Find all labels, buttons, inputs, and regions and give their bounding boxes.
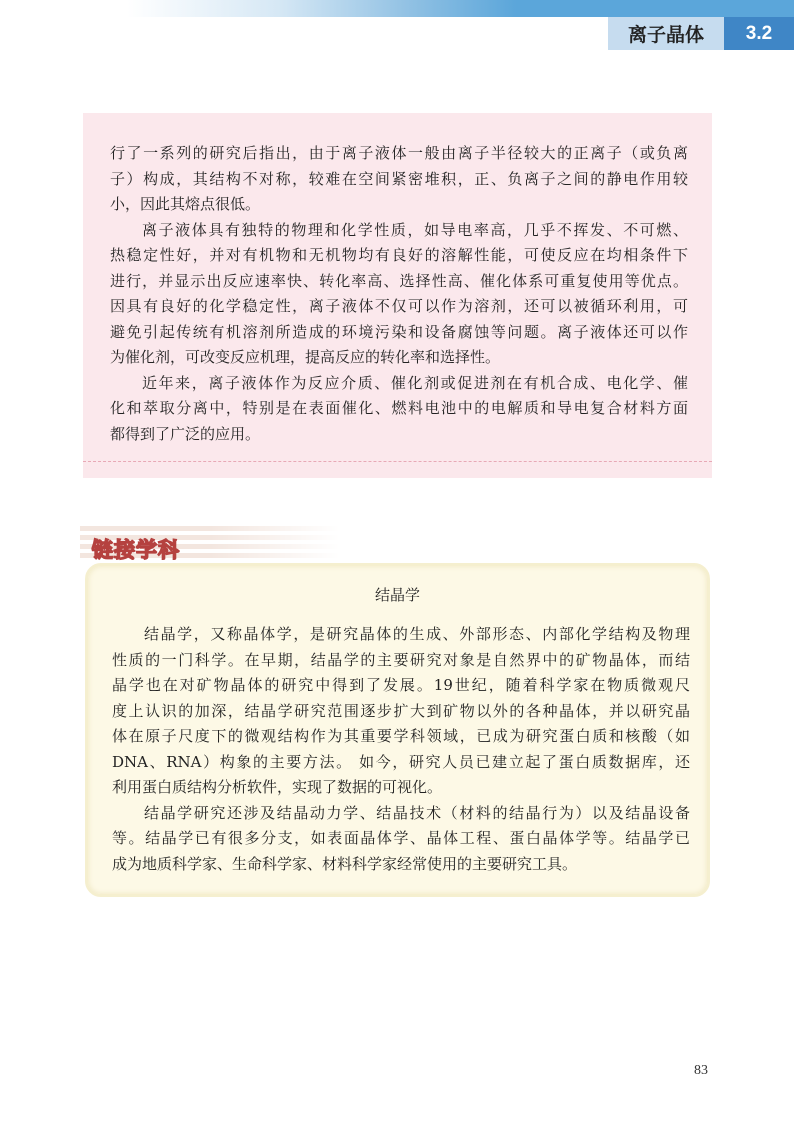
text-line: 行了一系列的研究后指出，由于离子液体一般由离子半径较大的正离子（或负离 — [110, 144, 688, 162]
ionic-liquid-paragraphs — [110, 141, 688, 447]
text-line: 度上认识的加深，结晶学研究范围逐步扩大到矿物以外的各种晶体，并以研究晶 — [112, 701, 690, 720]
text-line: 子）构成，其结构不对称，较难在空间紧密堆积，正、负离子之间的静电作用较 — [110, 169, 688, 188]
ionic-liquid-text-box — [83, 113, 712, 478]
text-line: 进行，并显示出反应速率快、转化率高、选择性高、催化体系可重复使用等优点。 — [110, 271, 688, 290]
text-line: 近年来，离子液体作为反应介质、催化剂或促进剂在有机合成、电化学、催 — [142, 373, 688, 392]
link-subject-label: 链接学科 — [92, 538, 180, 562]
text-line: DNA、RNA）构象的主要方法。 如今，研究人员已建立起了蛋白质数据库，还 — [112, 752, 690, 771]
section-number: 3.2 — [724, 17, 794, 50]
text-line: 都得到了广泛的应用。 — [110, 424, 261, 443]
text-line: 结晶学，又称晶体学，是研究晶体的生成、外部形态、内部化学结构及物理 — [144, 625, 690, 643]
crystallography-box — [85, 563, 710, 897]
text-line: 体在原子尺度下的微观结构作为其重要学科领域，已成为研究蛋白质和核酸（如 — [112, 727, 690, 745]
text-line: 为催化剂，可改变反应机理，提高反应的转化率和选择性。 — [110, 348, 501, 366]
text-line: 热稳定性好，并对有机物和无机物均有良好的溶解性能，可使反应在均相条件下 — [110, 246, 688, 264]
text-line: 化和萃取分离中，特别是在表面催化、燃料电池中的电解质和导电复合材料方面 — [110, 399, 688, 417]
text-line: 利用蛋白质结构分析软件，实现了数据的可视化。 — [112, 778, 443, 796]
text-line: 成为地质科学家、生命科学家、材料科学家经常使用的主要研究工具。 — [112, 854, 578, 873]
text-line: 结晶学研究还涉及结晶动力学、结晶技术（材料的结晶行为）以及结晶设备 — [144, 803, 690, 822]
text-line: 晶学也在对矿物晶体的研究中得到了发展。19世纪，随着科学家在物质微观尺 — [112, 676, 690, 694]
crystallography-paragraphs — [112, 622, 690, 877]
text-line: 小，因此其熔点很低。 — [110, 195, 261, 213]
text-line: 避免引起传统有机溶剂所造成的环境污染和设备腐蚀等问题。离子液体还可以作 — [110, 322, 688, 341]
text-line: 离子液体具有独特的物理和化学性质，如导电率高，几乎不挥发、不可燃、 — [142, 220, 688, 239]
box-title: 结晶学 — [374, 586, 420, 604]
text-line: 性质的一门科学。在早期，结晶学的主要研究对象是自然界中的矿物晶体，而结 — [112, 650, 690, 669]
dashed-divider — [83, 461, 712, 462]
text-line: 等。结晶学已有很多分支，如表面晶体学、晶体工程、蛋白晶体学等。结晶学已 — [112, 829, 690, 847]
page-number: 83 — [694, 1063, 708, 1078]
text-line: 因具有良好的化学稳定性，离子液体不仅可以作为溶剂，还可以被循环利用，可 — [110, 297, 688, 315]
header-gradient-bar — [0, 0, 794, 17]
chapter-title: 离子晶体 — [608, 17, 724, 50]
